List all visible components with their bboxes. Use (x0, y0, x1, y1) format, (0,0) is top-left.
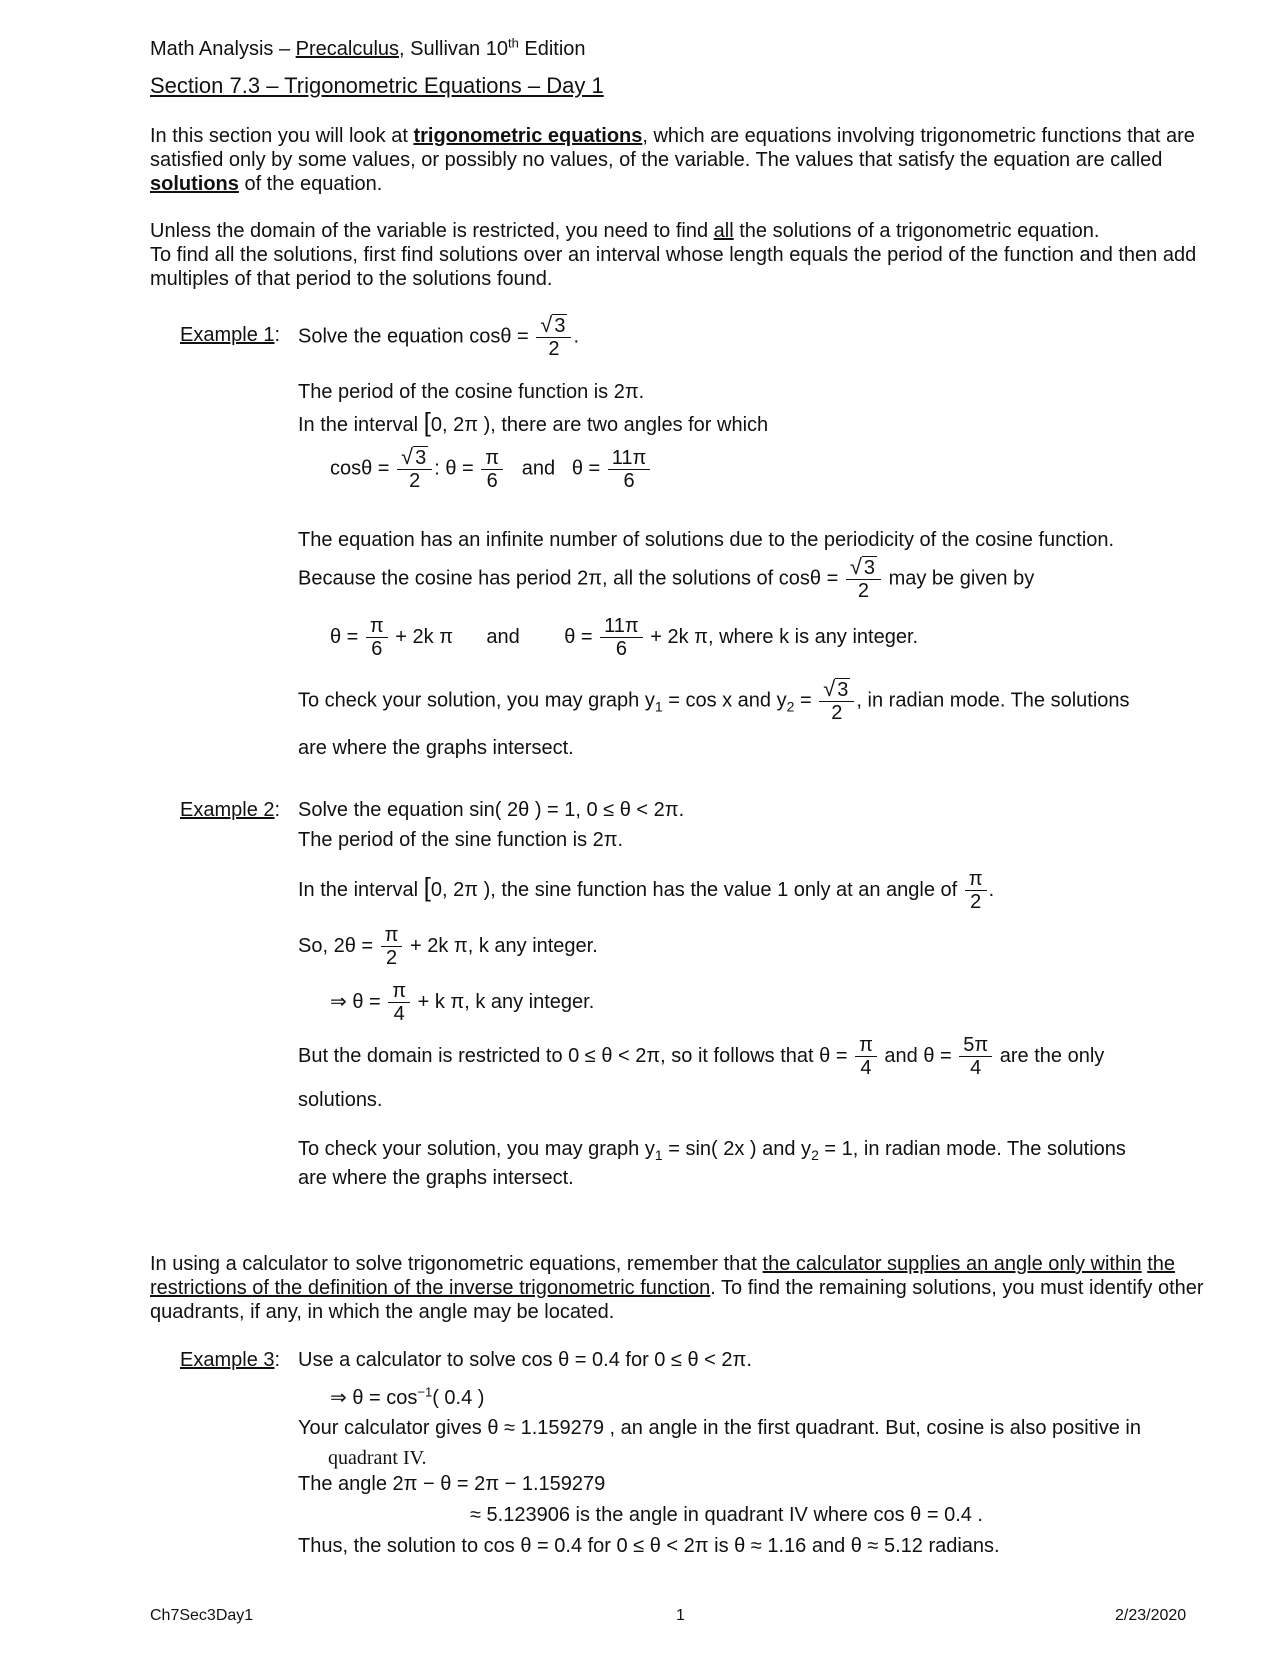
section-title: Section 7.3 – Trigonometric Equations – Day 1 (150, 73, 604, 98)
domain-paragraph: Unless the domain of the variable is restricted, you need to find all the solutions of a trigonometric equation. To find all the solutions, first find solutions over an interval whose length equals the period of the function and then add multiples of that period to the solutions found. (150, 220, 1197, 290)
ex2-solutions-word: solutions. (298, 1089, 383, 1111)
sine-period: The period of the sine function is 2π. (298, 829, 624, 851)
footer-date: 2/23/2020 (1115, 1607, 1187, 1624)
course-header: Math Analysis – Precalculus, Sullivan 10th Edition (150, 35, 586, 60)
ex2-domain-line: But the domain is restricted to 0 ≤ θ < 2π, so it follows that θ = $\frac{\pi}{4}$ and θ = $\frac{5\pi}{4}$ are the only (298, 1034, 1105, 1079)
ex3-step1: ⇒ $\theta = \cos^{-1}$( 0.4 ) (330, 1384, 485, 1409)
example2-label: Example 2: (180, 799, 281, 821)
ex1-check-line2: are where the graphs intersect. (298, 737, 574, 759)
ex1-general-solution: θ = $\frac{\pi}{6}$ + 2k π and θ = $\frac{11\pi}{6}$ + 2k π, where k is any integer. (330, 615, 919, 660)
example3-statement: Use a calculator to solve cos θ = 0.4 for 0 ≤ θ < 2π. (298, 1349, 752, 1371)
term-solutions: solutions (150, 173, 239, 195)
ex1-two-angles: cosθ = $\frac{√ 3}{2}$ : θ = $\frac{\pi}{6}$ and θ = $\frac{11\pi}{6}$ (330, 446, 652, 492)
ex3-quadrant: quadrant IV. (328, 1447, 427, 1469)
example1-label: Example 1: (180, 324, 281, 346)
footer-left: Ch7Sec3Day1 (150, 1607, 254, 1624)
calculator-paragraph: In using a calculator to solve trigonometric equations, remember that the calculator supplies an angle only within the restrictions of the definition of the inverse trigonometric function. To find the remaining solutions, you must identify other quadrants, if any, in which the angle may be located. (150, 1253, 1204, 1323)
ex3-gives: Your calculator gives θ ≈ 1.159279 , an angle in the first quadrant. But, cosine is also positive in (298, 1417, 1141, 1439)
ex2-so-line: So, 2θ = $\frac{\pi}{2}$ + 2k π, k any integer. (298, 924, 598, 969)
interval-line: In the interval [0, 2π ), there are two angles for which (298, 407, 769, 437)
because-line: Because the cosine has period 2π, all the solutions of cosθ = $\frac{√ 3}{2}$ may be given by (298, 554, 1035, 602)
intro-paragraph: In this section you will look at trigonometric equations, which are equations involving trigonometric functions that are satisfied only by some values, or possibly no values, of the variable. The values that satisfy the equation are called solutions of the equation. (150, 125, 1195, 195)
term-trig-equations: trigonometric equations (413, 125, 643, 147)
ex2-implies-line: ⇒ θ = $\frac{\pi}{4}$ + k π, k any integer. (330, 980, 595, 1025)
ex2-check-line: To check your solution, you may graph $y_1 = \sin$( 2x ) and $y_2 = 1$, in radian mode. The solutions (298, 1138, 1126, 1163)
cosine-period: The period of the cosine function is 2π. (298, 381, 645, 403)
example3-label: Example 3: (180, 1349, 281, 1371)
infinite-solutions: The equation has an infinite number of solutions due to the periodicity of the cosine function. (298, 529, 1115, 551)
ex3-approx: ≈ 5.123906 is the angle in quadrant IV where cos θ = 0.4 . (470, 1504, 983, 1526)
ex2-check-line2: are where the graphs intersect. (298, 1167, 574, 1189)
ex2-interval-line: In the interval [0, 2π ), the sine function has the value 1 only at an angle of $\frac{\pi}{2}$ . (298, 868, 995, 913)
example2-statement: Solve the equation sin( 2θ ) = 1, 0 ≤ θ < 2π. (298, 799, 685, 821)
footer-page-number: 1 (676, 1607, 685, 1624)
ex1-check-line: To check your solution, you may graph $y_1 = \cos x$ and $y_2$ = $\frac{√ 3}{2}$ , in radian mode. The solutions (298, 676, 1130, 724)
ex3-thus: Thus, the solution to cos θ = 0.4 for 0 ≤ θ < 2π is θ ≈ 1.16 and θ ≈ 5.12 radians. (298, 1535, 1000, 1557)
book-title: Precalculus (295, 38, 400, 60)
example1-statement: Solve the equation cosθ = $\frac{√ 3}{2}$ . (298, 312, 580, 360)
ex3-angle: The angle 2π − θ = 2π − 1.159279 (298, 1473, 606, 1495)
sqrt3-over-2: $\frac{√ 3}{2}$ (536, 314, 571, 360)
